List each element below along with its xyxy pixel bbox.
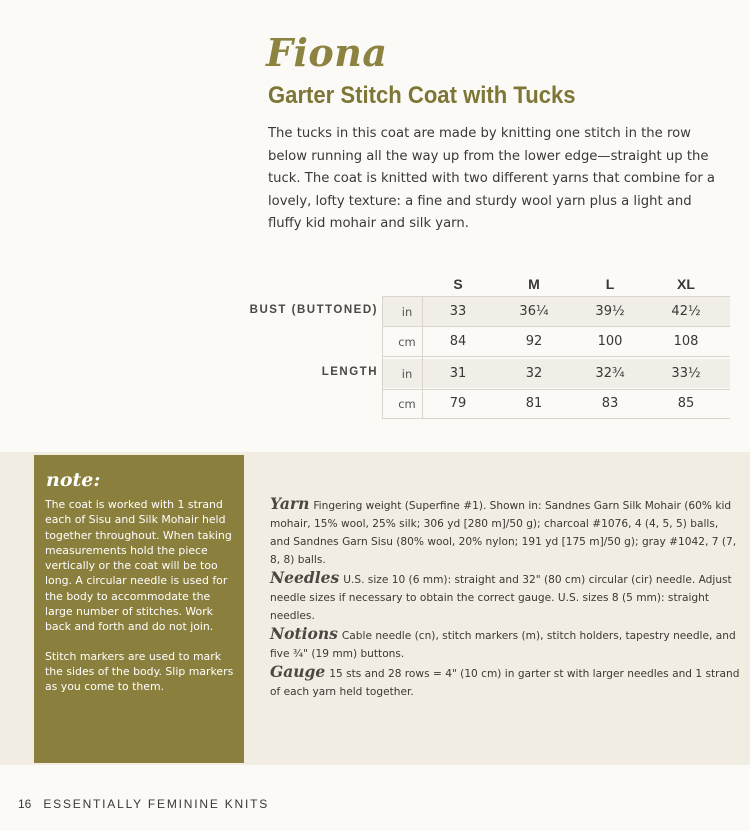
spec-needles (270, 569, 740, 625)
materials-list (270, 495, 740, 701)
note-box (34, 455, 244, 763)
size-header-xl: XL (677, 276, 695, 292)
spec-label-notions: Notions (270, 624, 338, 643)
row-label-length: LENGTH (321, 366, 378, 378)
row-unit: cm (398, 397, 416, 411)
size-header-m: M (528, 276, 540, 292)
row-unit: in (401, 367, 413, 381)
table-cell: 79 (449, 396, 467, 411)
size-table (0, 268, 750, 428)
size-header-l: L (605, 276, 615, 292)
spec-gauge (270, 663, 740, 701)
table-cell: 36¼ (519, 304, 549, 319)
row-unit: cm (398, 335, 416, 349)
note-paragraph: The coat is worked with 1 strand each of Sisu and Silk Mohair held together throughout. When taking measurements hold the piece vertically or the coat will be too long. A circular needle is used for the body to accommodate the large number of stitches. Work back and forth and do not join. (45, 498, 232, 634)
spec-label-yarn: Yarn (270, 494, 310, 513)
intro-paragraph: The tucks in this coat are made by knitting one stitch in the row below running all the way up from the lower edge—straight up the tuck. The coat is knitted with two different yarns that combine for a lovely, lofty texture: a fine and sturdy wool yarn plus a light and fluffy kid mohair and silk yarn. (268, 126, 716, 231)
spec-label-needles: Needles (270, 568, 340, 587)
table-divider (382, 356, 730, 357)
table-cell: 39½ (595, 304, 625, 319)
spec-yarn (270, 495, 740, 569)
table-cell: 32¾ (595, 366, 625, 381)
table-cell: 32 (525, 366, 543, 381)
table-cell: 31 (449, 366, 467, 381)
spec-notions (270, 625, 740, 663)
table-divider (382, 418, 730, 419)
spec-label-gauge: Gauge (270, 662, 326, 681)
note-title: note: (46, 469, 101, 491)
spec-text-needles: U.S. size 10 (6 mm): straight and 32" (80 cm) circular (cir) needle. Adjust needle sizes if necessary to obtain the correct gauge. U.S. sizes 8 (5 mm): straight needles. (270, 574, 732, 622)
note-paragraph: Stitch markers are used to mark the sides of the body. Slip markers as you come to them. (45, 649, 234, 694)
table-cell: 81 (525, 396, 543, 411)
table-cell: 92 (525, 334, 543, 349)
spec-text-notions: Cable needle (cn), stitch markers (m), stitch holders, tapestry needle, and five ¾" (19 mm) buttons. (270, 630, 736, 660)
table-cell: 108 (673, 334, 699, 349)
table-cell: 42½ (671, 304, 701, 319)
table-cell: 85 (677, 396, 695, 411)
book-title: ESSENTIALLY FEMININE KNITS (43, 797, 270, 811)
table-cell: 100 (597, 334, 623, 349)
table-divider (382, 326, 730, 327)
pattern-subtitle: Garter Stitch Coat with Tucks (268, 82, 576, 109)
size-header-s: S (453, 276, 463, 292)
page-footer (18, 797, 269, 811)
row-label-bust: BUST (BUTTONED) (249, 304, 378, 316)
page-number: 16 (18, 797, 32, 811)
row-unit: in (401, 305, 413, 319)
pattern-title: Fiona (266, 30, 388, 75)
table-divider (382, 389, 730, 390)
spec-text-yarn: Fingering weight (Superfine #1). Shown in: Sandnes Garn Silk Mohair (60% kid mohair, 15% wool, 25% silk; 306 yd [280 m]/50 g); charcoal #1076, 4 (4, 5, 5) balls, and Sandnes Garn Sisu (80% wool, 20% nylon; 191 yd [175 m]/50 g); gray #1042, 7 (7, 8, 8) balls. (270, 500, 737, 566)
table-cell: 33 (449, 304, 467, 319)
table-cell: 84 (449, 334, 467, 349)
table-cell: 83 (601, 396, 619, 411)
table-cell: 33½ (671, 366, 701, 381)
table-column-line (382, 297, 383, 419)
spec-text-gauge: 15 sts and 28 rows = 4" (10 cm) in garter st with larger needles and 1 strand of each yarn held together. (270, 668, 740, 698)
